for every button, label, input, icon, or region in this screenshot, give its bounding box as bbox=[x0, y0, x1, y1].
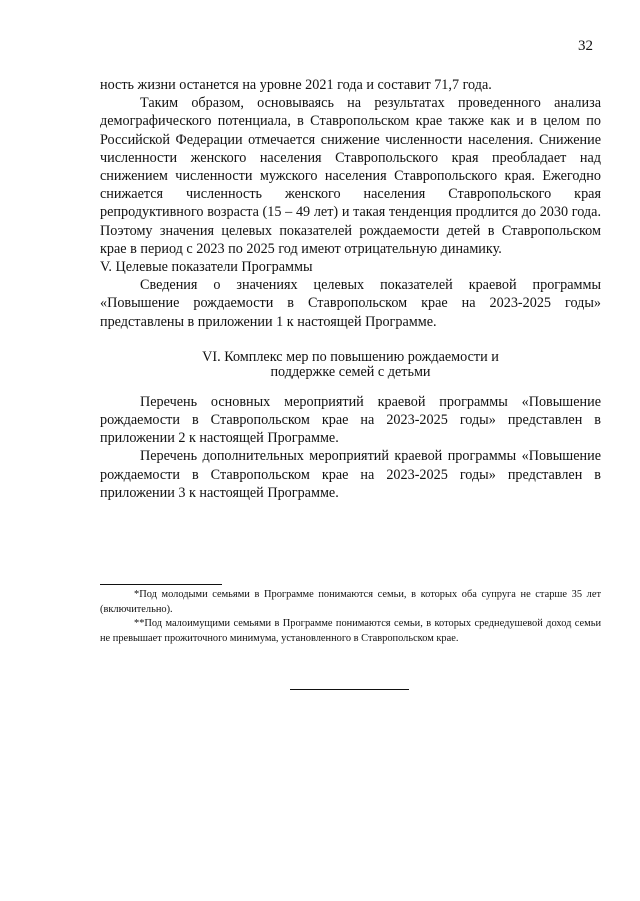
paragraph-population-analysis: Таким образом, основываясь на результатах проведенного анализа демографического потенциала, в Ставропольском крае также как и в целом по Российской Федерации отмечается снижение численности населения. Снижение численности женского населения Ставропольского края преобладает над снижением численности мужского населения Ставропольского края. Ежегодно снижается численность женского населения Ставропольского края репродуктивного возраста (15 – 49 лет) и такая тенденция продлится до 2030 года. Поэтому значения целевых показателей рождаемости детей в Ставропольском крае в период с 2023 по 2025 год имеют отрицательную динамику. bbox=[100, 95, 601, 257]
paragraph-main-activities: Перечень основных мероприятий краевой программы «Повышение рождаемости в Ставропольском крае на 2023-2025 годы» представлен в приложении 2 к настоящей Программе. bbox=[100, 393, 601, 447]
footnote-young-families: *Под молодыми семьями в Программе понимаются семьи, в которых оба супруга не старше 35 лет (включительно). bbox=[100, 589, 601, 615]
paragraph-life-expectancy: ность жизни останется на уровне 2021 года и составит 71,7 года. bbox=[100, 77, 492, 93]
footnote-low-income-families: **Под малоимущими семьями в Программе понимаются семьи, в которых среднедушевой доход семьи не превышает прожиточного минимума, установленного в Ставропольском крае. bbox=[100, 618, 601, 644]
footnote-separator bbox=[100, 584, 222, 585]
paragraph-target-indicators: Сведения о значениях целевых показателей краевой программы «Повышение рождаемости в Ставропольском крае на 2023-2025 годы» представлены в приложении 1 к настоящей Программе. bbox=[100, 277, 601, 330]
section-heading-targets: V. Целевые показатели Программы bbox=[100, 259, 313, 276]
end-of-section-rule bbox=[290, 689, 409, 690]
document-body bbox=[100, 76, 601, 502]
paragraph-additional-activities: Перечень дополнительных мероприятий краевой программы «Повышение рождаемости в Ставропольском крае на 2023-2025 годы» представлен в приложении 3 к настоящей Программе. bbox=[100, 448, 601, 501]
section-heading-measures-line1: VI. Комплекс мер по повышению рождаемости и bbox=[202, 348, 499, 365]
page-number: 32 bbox=[578, 38, 593, 54]
section-heading-measures-line2: поддержке семей с детьми bbox=[270, 363, 431, 380]
footnotes bbox=[100, 584, 601, 646]
section-heading-measures bbox=[100, 350, 601, 380]
